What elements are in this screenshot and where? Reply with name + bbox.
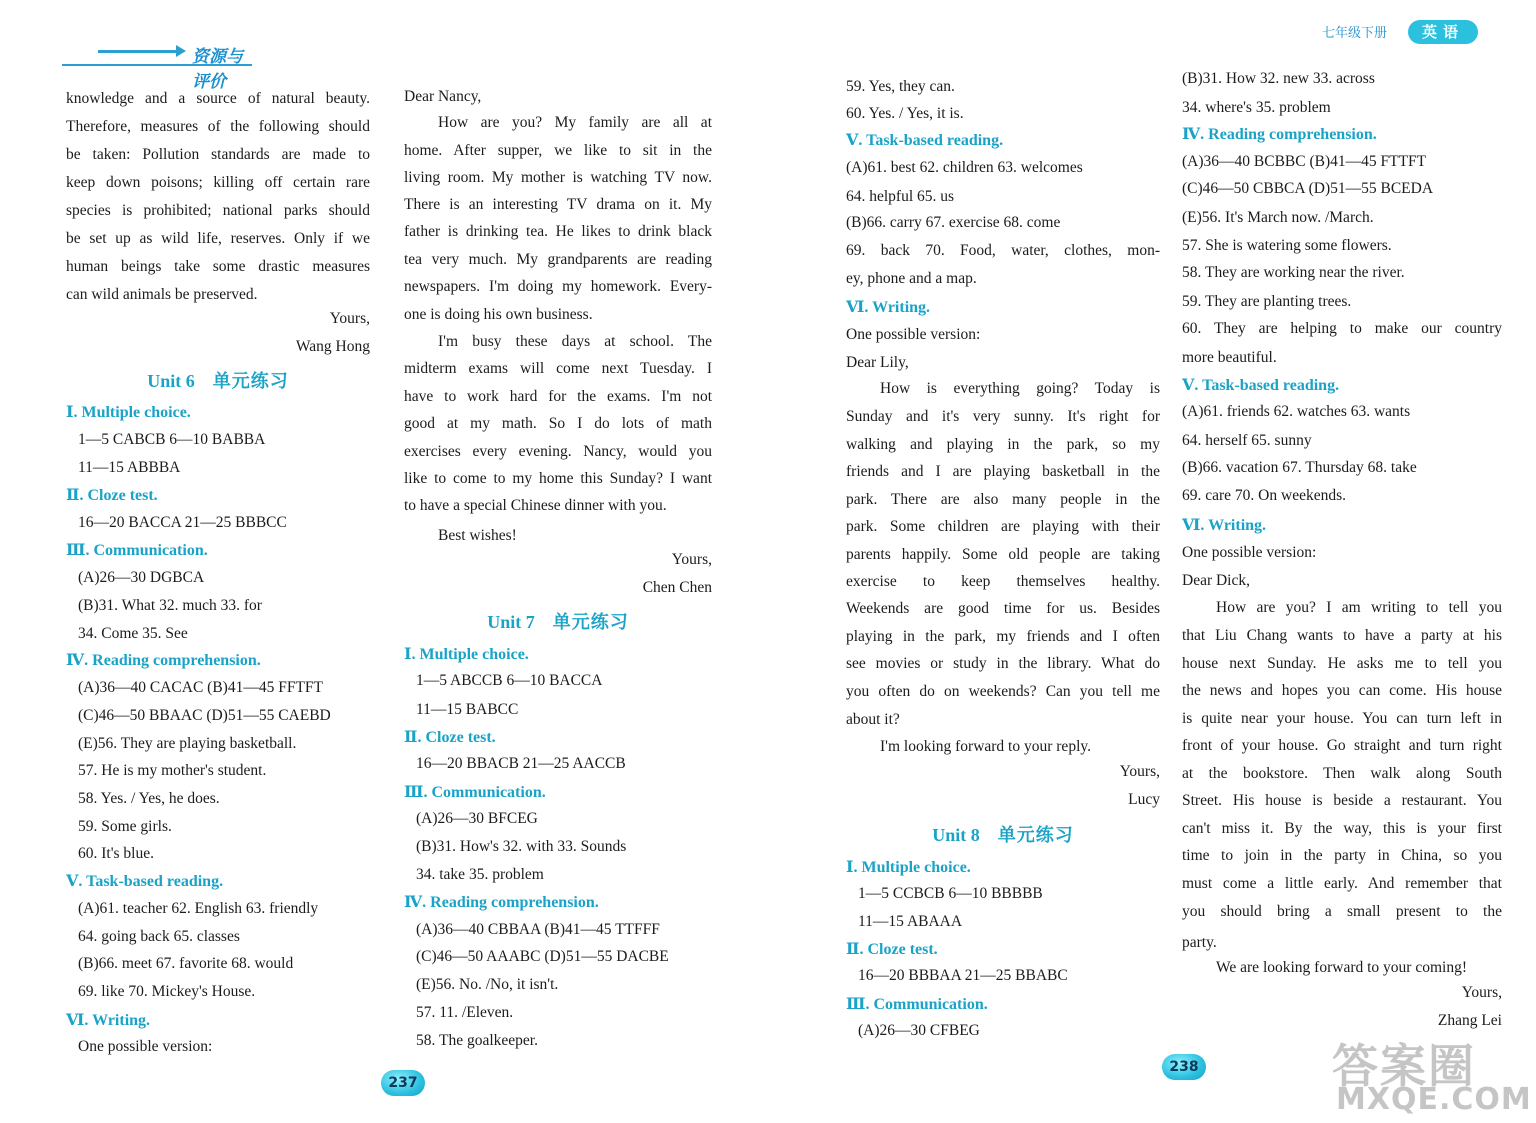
text-line: newspapers. I'm doing my homework. Every- <box>404 278 712 295</box>
text-line: Yours, <box>1461 984 1502 1001</box>
text-line: There is an interesting TV drama on it. My <box>404 196 712 213</box>
section-heading: Ⅰ. Multiple choice. <box>66 404 191 421</box>
text-line: Dear Lily, <box>846 354 909 371</box>
page-number-left: 237 <box>381 1070 425 1096</box>
text-line: to have a special Chinese dinner with you. <box>404 497 667 514</box>
text-line: father is drinking tea. He likes to drink black <box>404 223 712 240</box>
answer-line: 64. herself 65. sunny <box>1182 432 1312 449</box>
text-line: Sunday and it's very sunny. It's right for <box>846 408 1160 425</box>
answer-line: 11—15 ABAAA <box>858 913 963 930</box>
text-line: is quite near your house. You can turn left in <box>1182 710 1502 727</box>
unit-number: Unit 6 <box>147 371 195 391</box>
answer-line: 59. Some girls. <box>78 818 172 835</box>
text-line: Zhang Lei <box>1437 1012 1502 1029</box>
text-line: One possible version: <box>1182 544 1317 561</box>
text-line: exercise to keep themselves healthy. <box>846 573 1160 590</box>
answer-line: (B)31. What 32. much 33. for <box>78 597 262 614</box>
book-logo <box>62 40 252 92</box>
section-heading: Ⅰ. Multiple choice. <box>404 646 529 663</box>
text-line: have to work hard for the exams. I'm not <box>404 388 712 405</box>
text-line: you should bring a small present to the <box>1182 903 1502 920</box>
text-line: be set up as wild life, reserves. Only if we <box>66 230 370 247</box>
section-heading: Ⅱ. Cloze test. <box>846 941 938 958</box>
unit-number: Unit 7 <box>487 612 535 632</box>
unit-title <box>404 607 712 637</box>
answer-line: 58. The goalkeeper. <box>416 1032 538 1049</box>
answer-line: (A)61. best 62. children 63. welcomes <box>846 159 1083 176</box>
answer-line: (C)46—50 CBBCA (D)51—55 BCEDA <box>1182 180 1434 197</box>
text-line: playing in the park, my friends and I often <box>846 628 1160 645</box>
arrow-icon <box>98 50 178 53</box>
answer-line: 1—5 ABCCB 6—10 BACCA <box>416 672 603 689</box>
text-line: you often do on weekends? Can you tell me <box>846 683 1160 700</box>
answer-line: (A)36—40 CBBAA (B)41—45 TTFFF <box>416 921 660 938</box>
answer-line: (E)56. No. /No, it isn't. <box>416 976 559 993</box>
answer-line: (C)46—50 AAABC (D)51—55 DACBE <box>416 948 669 965</box>
unit-subtitle: 单元练习 <box>997 825 1074 845</box>
watermark-mark: 答案圈 <box>1332 1039 1476 1093</box>
text-line: Yours, <box>329 310 370 327</box>
answer-line: 59. Yes, they can. <box>846 78 955 95</box>
answer-line: 58. They are working near the river. <box>1182 264 1405 281</box>
text-line: How is everything going? Today is <box>880 380 1160 397</box>
text-line: tea very much. My grandparents are reading <box>404 251 712 268</box>
text-line: How are you? I am writing to tell you <box>1216 599 1502 616</box>
text-line: house next Sunday. He asks me to tell you <box>1182 655 1502 672</box>
answer-line: ey, phone and a map. <box>846 270 977 287</box>
unit-title <box>846 820 1160 850</box>
text-line: exercises every evening. Nancy, would you <box>404 443 712 460</box>
text-line: time to join in the party in China, so you <box>1182 847 1502 864</box>
answer-line: 57. 11. /Eleven. <box>416 1004 514 1021</box>
text-line: good at my math. So I do lots of math <box>404 415 712 432</box>
brand-text: 资源与评价 <box>192 47 243 92</box>
text-line: Dear Dick, <box>1182 572 1250 589</box>
text-line: We are looking forward to your coming! <box>1216 959 1467 976</box>
answer-line: 11—15 BABCC <box>416 701 519 718</box>
text-line: human beings take some drastic measures <box>66 258 370 275</box>
text-line: Yours, <box>671 551 712 568</box>
text-line: parents happily. Some old people are taking <box>846 546 1160 563</box>
answer-line: (B)31. How 32. new 33. across <box>1182 70 1375 87</box>
text-line: must come a little early. And remember that <box>1182 875 1502 892</box>
answer-line: (B)66. vacation 67. Thursday 68. take <box>1182 459 1417 476</box>
answer-line: 59. They are planting trees. <box>1182 293 1352 310</box>
text-line: Best wishes! <box>438 527 517 544</box>
text-line: I'm looking forward to your reply. <box>880 738 1091 755</box>
section-heading: Ⅳ. Reading comprehension. <box>66 652 261 669</box>
answer-line: 69. back 70. Food, water, clothes, mon- <box>846 242 1160 259</box>
text-line: party. <box>1182 934 1217 951</box>
answer-line: 69. like 70. Mickey's House. <box>78 983 256 1000</box>
answer-line: (B)31. How's 32. with 33. Sounds <box>416 838 627 855</box>
subject-badge: 英语 <box>1408 20 1478 44</box>
section-heading: Ⅰ. Multiple choice. <box>846 859 971 876</box>
answer-line: 34. where's 35. problem <box>1182 99 1331 116</box>
answer-line: 16—20 BACCA 21—25 BBBCC <box>78 514 287 531</box>
text-line: at the bookstore. Then walk along South <box>1182 765 1502 782</box>
text-line: How are you? My family are all at <box>438 114 712 131</box>
section-heading: Ⅴ. Task-based reading. <box>1182 377 1340 394</box>
section-heading: Ⅴ. Task-based reading. <box>846 132 1004 149</box>
section-heading: Ⅲ. Communication. <box>404 784 546 801</box>
answer-line: (A)26—30 CFBEG <box>858 1022 980 1039</box>
answer-line: (A)61. teacher 62. English 63. friendly <box>78 900 319 917</box>
answer-line: One possible version: <box>78 1038 213 1055</box>
text-line: Street. His house is beside a restaurant. You <box>1182 792 1502 809</box>
section-heading: Ⅳ. Reading comprehension. <box>404 894 599 911</box>
section-heading: Ⅵ. Writing. <box>66 1012 151 1029</box>
text-line: One possible version: <box>846 326 981 343</box>
answer-line: 60. Yes. / Yes, it is. <box>846 105 964 122</box>
answer-line: (A)26—30 DGBCA <box>78 569 205 586</box>
text-line: Dear Nancy, <box>404 88 482 105</box>
watermark-url: MXQE.COM <box>1336 1082 1532 1117</box>
answer-line: (A)26—30 BFCEG <box>416 810 538 827</box>
answer-line: (E)56. They are playing basketball. <box>78 735 297 752</box>
text-line: species is prohibited; national parks should <box>66 202 370 219</box>
text-line: Weekends are good time for us. Besides <box>846 600 1160 617</box>
section-heading: Ⅱ. Cloze test. <box>404 729 496 746</box>
text-line: park. Some children are playing with their <box>846 518 1160 535</box>
answer-line: 57. He is my mother's student. <box>78 762 267 779</box>
answer-line: (C)46—50 BBAAC (D)51—55 CAEBD <box>78 707 331 724</box>
answer-line: 16—20 BBBAA 21—25 BBABC <box>858 967 1068 984</box>
answer-line: (A)61. friends 62. watches 63. wants <box>1182 403 1411 420</box>
text-line: front of your house. Go straight and turn right <box>1182 737 1502 754</box>
text-line: I'm busy these days at school. The <box>438 333 712 350</box>
section-heading: Ⅳ. Reading comprehension. <box>1182 126 1377 143</box>
answer-line: 69. care 70. On weekends. <box>1182 487 1346 504</box>
page-number-right: 238 <box>1162 1054 1206 1080</box>
text-line: that Liu Chang wants to have a party at his <box>1182 627 1502 644</box>
answer-line: 1—5 CABCB 6—10 BABBA <box>78 431 266 448</box>
watermark <box>1332 1030 1532 1120</box>
answer-line: 11—15 ABBBA <box>78 459 181 476</box>
text-line: knowledge and a source of natural beauty. <box>66 90 370 107</box>
text-line: midterm exams will come next Tuesday. I <box>404 360 712 377</box>
text-line: about it? <box>846 711 900 728</box>
text-line: like to come to my home this Sunday? I want <box>404 470 712 487</box>
text-line: Therefore, measures of the following should <box>66 118 370 135</box>
section-heading: Ⅲ. Communication. <box>846 996 988 1013</box>
answer-line: 60. They are helping to make our country <box>1182 320 1502 337</box>
section-heading: Ⅵ. Writing. <box>846 299 931 316</box>
answer-line: 60. It's blue. <box>78 845 154 862</box>
text-line: Lucy <box>1128 791 1160 808</box>
answer-line: 64. helpful 65. us <box>846 188 955 205</box>
text-line: keep down poisons; killing off certain rare <box>66 174 370 191</box>
answer-line: 1—5 CCBCB 6—10 BBBBB <box>858 885 1043 902</box>
text-line: see movies or study in the library. What do <box>846 655 1160 672</box>
answer-line: 57. She is watering some flowers. <box>1182 237 1392 254</box>
answer-line: (E)56. It's March now. /March. <box>1182 209 1374 226</box>
answer-line: more beautiful. <box>1182 349 1277 366</box>
section-heading: Ⅲ. Communication. <box>66 542 208 559</box>
unit-subtitle: 单元练习 <box>552 612 629 632</box>
text-line: can't miss it. By the way, this is your first <box>1182 820 1502 837</box>
unit-subtitle: 单元练习 <box>212 371 289 391</box>
section-heading: Ⅴ. Task-based reading. <box>66 873 224 890</box>
answer-line: (A)36—40 BCBBC (B)41—45 FTTFT <box>1182 153 1427 170</box>
text-line: park. There are also many people in the <box>846 491 1160 508</box>
answer-line: 58. Yes. / Yes, he does. <box>78 790 220 807</box>
text-line: be taken: Pollution standards are made to <box>66 146 370 163</box>
section-heading: Ⅵ. Writing. <box>1182 517 1267 534</box>
text-line: the news and hopes you can come. His house <box>1182 682 1502 699</box>
unit-title <box>66 366 370 396</box>
text-line: Yours, <box>1119 763 1160 780</box>
answer-line: 16—20 BBACB 21—25 AACCB <box>416 755 626 772</box>
unit-number: Unit 8 <box>932 825 980 845</box>
text-line: one is doing his own business. <box>404 306 593 323</box>
answer-line: 34. Come 35. See <box>78 625 188 642</box>
text-line: friends and I are playing basketball in the <box>846 463 1160 480</box>
answer-line: (B)66. meet 67. favorite 68. would <box>78 955 294 972</box>
text-line: can wild animals be preserved. <box>66 286 258 303</box>
text-line: living room. My mother is watching TV now. <box>404 169 712 186</box>
grade-label: 七年级下册 <box>1322 26 1388 41</box>
answer-line: (B)66. carry 67. exercise 68. come <box>846 214 1061 231</box>
answer-line: 34. take 35. problem <box>416 866 544 883</box>
section-heading: Ⅱ. Cloze test. <box>66 487 158 504</box>
text-line: home. After supper, we like to sit in the <box>404 142 712 159</box>
text-line: walking and playing in the park, so my <box>846 436 1160 453</box>
answer-line: 64. going back 65. classes <box>78 928 240 945</box>
text-line: Wang Hong <box>295 338 370 355</box>
answer-line: (A)36—40 CACAC (B)41—45 FFTFT <box>78 679 324 696</box>
text-line: Chen Chen <box>642 579 712 596</box>
